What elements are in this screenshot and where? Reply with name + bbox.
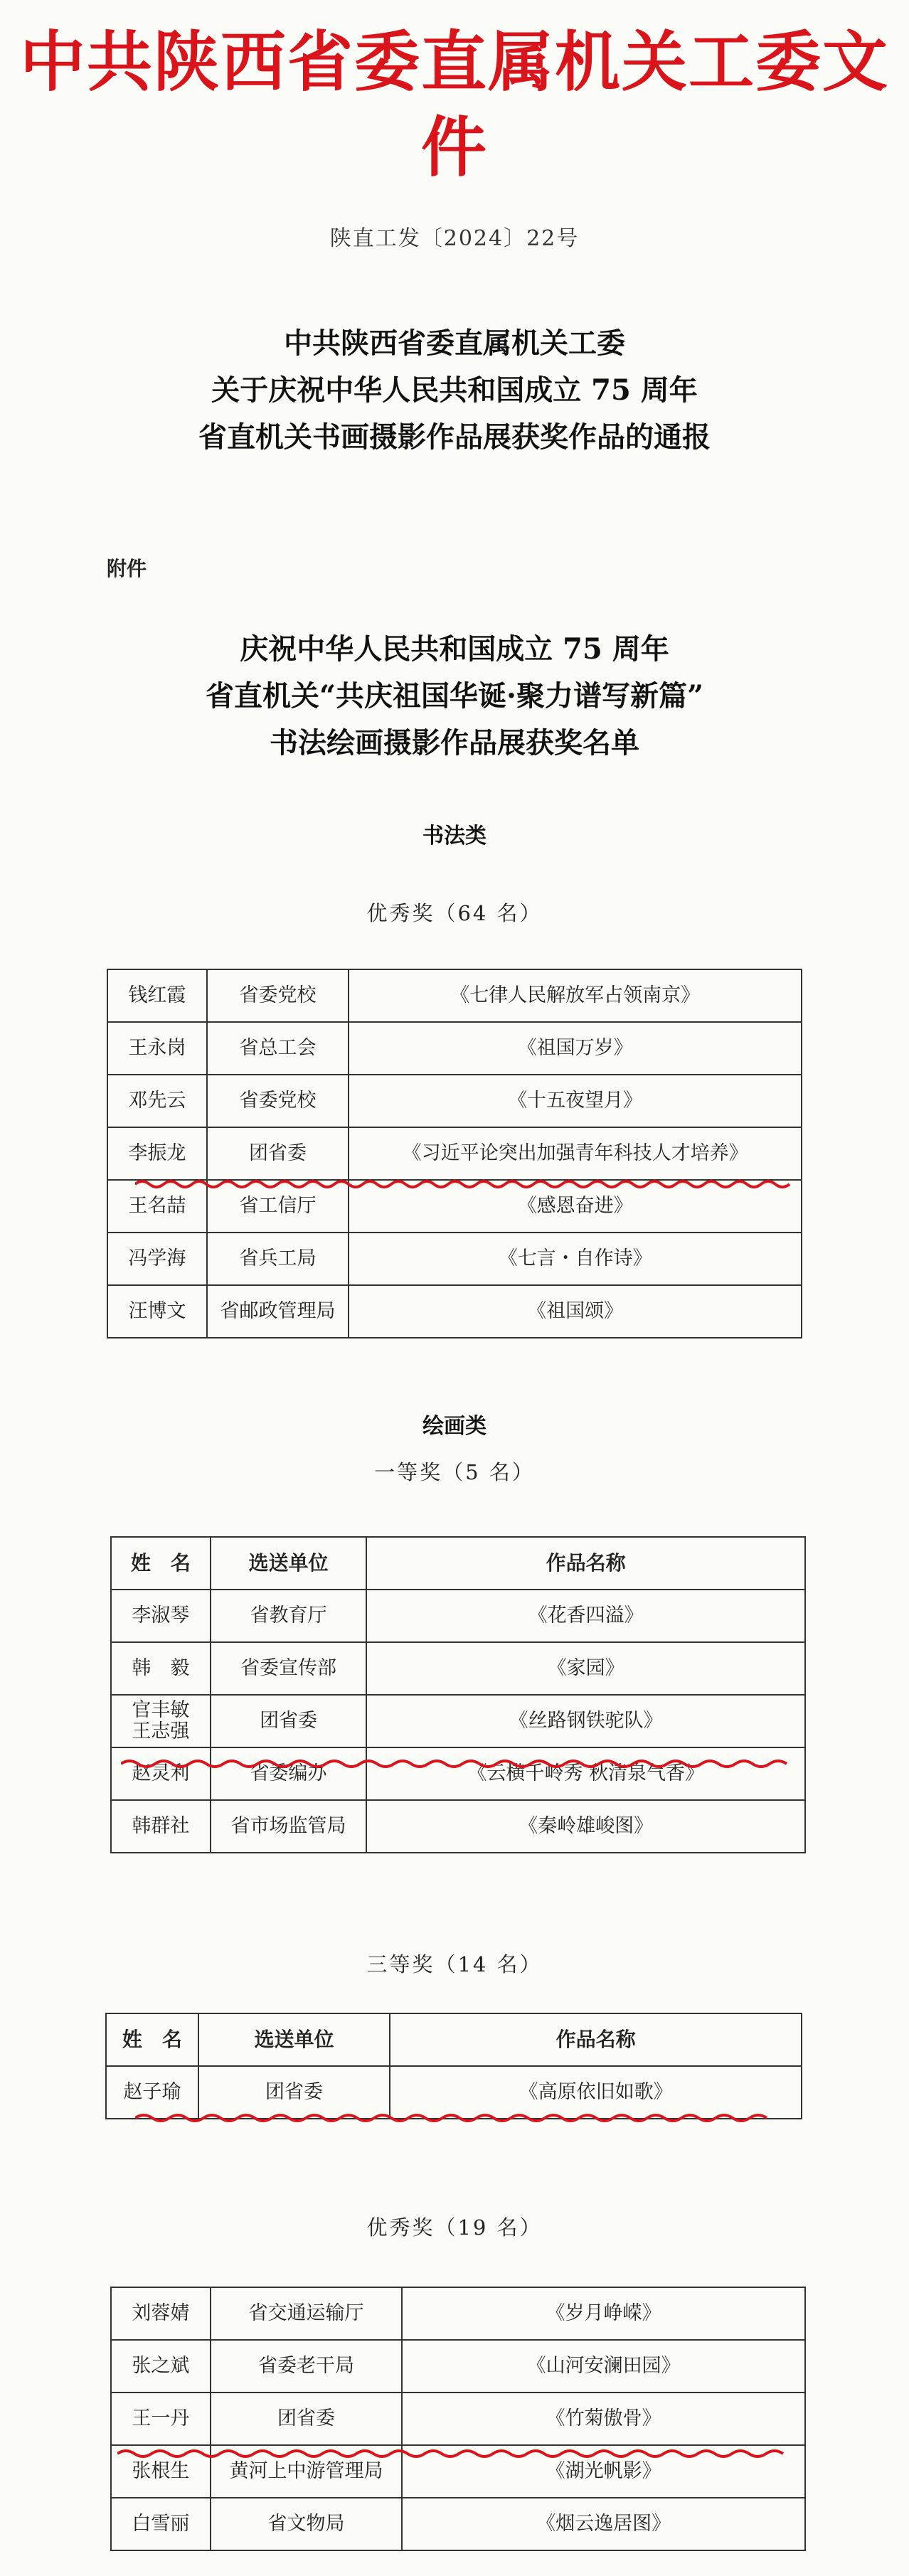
work-title-cell: 《感恩奋进》 bbox=[349, 1180, 802, 1233]
name-cell: 张根生 bbox=[111, 2445, 211, 2498]
table-row bbox=[107, 1127, 802, 1180]
unit-cell: 省工信厅 bbox=[207, 1180, 349, 1233]
work-title-cell: 《丝路钢铁驼队》 bbox=[366, 1695, 805, 1747]
table-header-row bbox=[111, 1537, 805, 1590]
document-number: 陕直工发〔2024〕22号 bbox=[329, 226, 580, 251]
name-cell: 韩群社 bbox=[111, 1800, 211, 1853]
table-row bbox=[111, 2393, 805, 2445]
painting-first-award: 一等奖（5 名） bbox=[374, 1460, 535, 1484]
painting-first-award-table bbox=[110, 1536, 806, 1853]
painting-excellent-award-table bbox=[110, 2287, 806, 2551]
unit-cell: 省总工会 bbox=[207, 1022, 349, 1075]
name-cell: 邓先云 bbox=[107, 1075, 207, 1127]
unit-cell: 团省委 bbox=[198, 2066, 390, 2119]
name-cell: 王名喆 bbox=[107, 1180, 207, 1233]
name-cell: 冯学海 bbox=[107, 1233, 207, 1285]
painting-excellent-award: 优秀奖（19 名） bbox=[366, 2215, 543, 2240]
unit-cell: 黄河上中游管理局 bbox=[211, 2445, 402, 2498]
calligraphy-excellent-award: 优秀奖（64 名） bbox=[366, 901, 543, 925]
painting-category: 绘画类 bbox=[422, 1414, 487, 1439]
red-wavy-underline bbox=[121, 1757, 804, 1771]
header-work-title: 作品名称 bbox=[366, 1537, 805, 1590]
unit-cell: 省交通运输厅 bbox=[211, 2287, 402, 2340]
name-cell: 李淑琴 bbox=[111, 1590, 211, 1642]
table-row bbox=[111, 1800, 805, 1853]
name-cell: 刘蓉婧 bbox=[111, 2287, 211, 2340]
unit-cell: 省委宣传部 bbox=[211, 1642, 367, 1695]
work-title-cell: 《七言・自作诗》 bbox=[349, 1233, 802, 1285]
list-title-line-2: 省直机关“共庆祖国华诞·聚力谱写新篇” bbox=[206, 679, 703, 713]
header-unit: 选送单位 bbox=[211, 1537, 367, 1590]
name-cell: 李振龙 bbox=[107, 1127, 207, 1180]
header-name: 姓 名 bbox=[106, 2013, 198, 2066]
name-cell: 汪博文 bbox=[107, 1285, 207, 1338]
table-row bbox=[111, 1642, 805, 1695]
unit-cell: 省委党校 bbox=[207, 969, 349, 1022]
painting-third-award: 三等奖（14 名） bbox=[366, 1952, 543, 1976]
table-row bbox=[107, 1285, 802, 1338]
work-title-cell: 《七律人民解放军占领南京》 bbox=[349, 969, 802, 1022]
list-title-line-1: 庆祝中华人民共和国成立 75 周年 bbox=[240, 632, 669, 666]
unit-cell: 省邮政管理局 bbox=[207, 1285, 349, 1338]
name-cell: 钱红霞 bbox=[107, 969, 207, 1022]
attachment-label: 附件 bbox=[107, 557, 147, 580]
work-title-cell: 《家园》 bbox=[366, 1642, 805, 1695]
calligraphy-table bbox=[107, 969, 802, 1338]
table-row bbox=[111, 2287, 805, 2340]
red-wavy-underline bbox=[135, 2111, 775, 2125]
work-title-cell: 《习近平论突出加强青年科技人才培养》 bbox=[349, 1127, 802, 1180]
table-row bbox=[107, 1022, 802, 1075]
table-row bbox=[107, 1233, 802, 1285]
red-wavy-underline bbox=[117, 2447, 800, 2461]
table-row bbox=[111, 2340, 805, 2393]
table-row bbox=[107, 969, 802, 1022]
red-wavy-underline bbox=[135, 1177, 804, 1191]
unit-cell: 省委编办 bbox=[211, 1747, 367, 1800]
unit-cell: 省委老干局 bbox=[211, 2340, 402, 2393]
calligraphy-category: 书法类 bbox=[422, 824, 487, 848]
work-title-cell: 《祖国颂》 bbox=[349, 1285, 802, 1338]
unit-cell: 团省委 bbox=[207, 1127, 349, 1180]
notice-title-line-2: 关于庆祝中华人民共和国成立 75 周年 bbox=[211, 373, 698, 407]
painting-third-award-table bbox=[105, 2013, 802, 2119]
table-row bbox=[111, 2498, 805, 2550]
work-title-cell: 《高原依旧如歌》 bbox=[390, 2066, 802, 2119]
name-cell: 官丰敏 王志强 bbox=[111, 1695, 211, 1747]
work-title-cell: 《秦岭雄峻图》 bbox=[366, 1800, 805, 1853]
name-cell: 王一丹 bbox=[111, 2393, 211, 2445]
unit-cell: 省文物局 bbox=[211, 2498, 402, 2550]
list-title-line-3: 书法绘画摄影作品展获奖名单 bbox=[270, 726, 639, 760]
unit-cell: 省市场监管局 bbox=[211, 1800, 367, 1853]
name-cell: 王永岗 bbox=[107, 1022, 207, 1075]
notice-title-line-1: 中共陕西省委直属机关工委 bbox=[284, 326, 625, 360]
table-row bbox=[111, 1747, 805, 1800]
table-header-row bbox=[106, 2013, 802, 2066]
table-row bbox=[107, 1075, 802, 1127]
table-row bbox=[111, 1590, 805, 1642]
unit-cell: 省兵工局 bbox=[207, 1233, 349, 1285]
name-cell: 韩 毅 bbox=[111, 1642, 211, 1695]
unit-cell: 团省委 bbox=[211, 1695, 367, 1747]
name-cell: 白雪丽 bbox=[111, 2498, 211, 2550]
work-title-cell: 《花香四溢》 bbox=[366, 1590, 805, 1642]
work-title-cell: 《烟云逸居图》 bbox=[402, 2498, 805, 2550]
name-cell: 赵子瑜 bbox=[106, 2066, 198, 2119]
document-header: 中共陕西省委直属机关工委文件 bbox=[19, 24, 889, 186]
name-cell: 张之斌 bbox=[111, 2340, 211, 2393]
name-cell: 赵灵利 bbox=[111, 1747, 211, 1800]
table-row bbox=[111, 1695, 805, 1747]
work-title-cell: 《祖国万岁》 bbox=[349, 1022, 802, 1075]
work-title-cell: 《山河安澜田园》 bbox=[402, 2340, 805, 2393]
work-title-cell: 《十五夜望月》 bbox=[349, 1075, 802, 1127]
work-title-cell: 《竹菊傲骨》 bbox=[402, 2393, 805, 2445]
header-name: 姓 名 bbox=[111, 1537, 211, 1590]
unit-cell: 团省委 bbox=[211, 2393, 402, 2445]
header-unit: 选送单位 bbox=[198, 2013, 390, 2066]
unit-cell: 省委党校 bbox=[207, 1075, 349, 1127]
work-title-cell: 《湖光帆影》 bbox=[402, 2445, 805, 2498]
work-title-cell: 《云横千岭秀 秋清泉气香》 bbox=[366, 1747, 805, 1800]
work-title-cell: 《岁月峥嵘》 bbox=[402, 2287, 805, 2340]
unit-cell: 省教育厅 bbox=[211, 1590, 367, 1642]
header-work-title: 作品名称 bbox=[390, 2013, 802, 2066]
notice-title-line-3: 省直机关书画摄影作品展获奖作品的通报 bbox=[198, 420, 711, 454]
